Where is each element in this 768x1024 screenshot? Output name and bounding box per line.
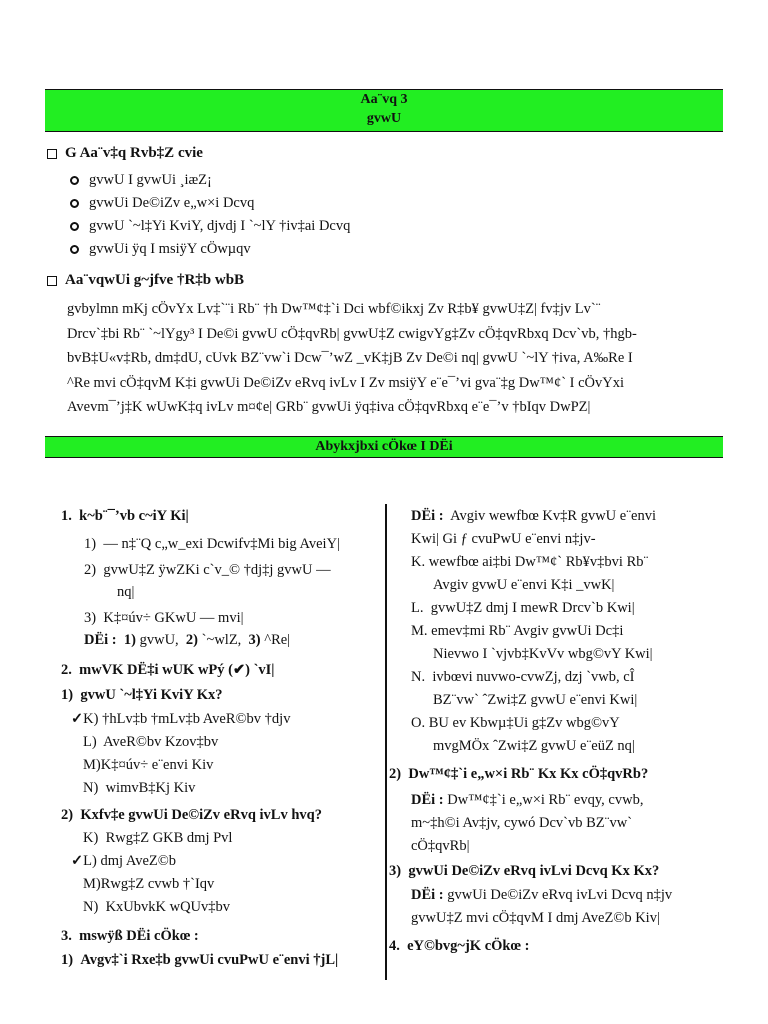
mcq-option: N) KxUbvkK wQUv‡bv	[83, 899, 231, 915]
mcq-option-correct: ✓K) †hLv‡b †mLv‡b AveR©bv †djv	[71, 711, 291, 727]
answer-short-2: DËi : Dw™¢‡`i e„w×i Rb¨ evqy, cvwb,	[411, 792, 644, 808]
answer-1: DËi : 1) gvwU, 2) `~wlZ, 3) ^Re|	[84, 632, 291, 648]
objective-item: gvwU I gvwUi ¸iæZ¡	[70, 172, 212, 189]
mcq-option: K) Rwg‡Z GKB dmj Pvl	[83, 830, 233, 846]
summary-line: bvB‡U«v‡Rb, dm‡dU, cUvk BZ¨vw`i Dcw¯’wZ _vK‡jB Zv De©i nq| gvwU `~lY †iva, A‰Re I	[67, 350, 633, 366]
short-question-1: 1) Avgv‡`i Rxe‡b gvwUi cvuPwU e¨envi †jL|	[61, 952, 339, 968]
mcq-1: 1) gvwU `~l‡Yi KviY Kx?	[61, 687, 223, 703]
section-heading-summary: Aa¨vqwUi g~jfve †R‡b wbB	[47, 272, 244, 289]
use-item-cont: Nievwo I `vjvb‡KvVv wbg©vY Kwi|	[433, 646, 653, 662]
question-3: 3. mswÿß DËi cÖkœ :	[61, 928, 199, 944]
use-item-cont: mvgMÖx ˆZwi‡Z gvwU e¨eüZ nq|	[433, 738, 635, 754]
mcq-option: M)Rwg‡Z cvwb †`Iqv	[83, 876, 215, 892]
checkbox-bullet-icon	[47, 276, 57, 286]
answer-line: Kwi| Gi ƒ cvuPwU e¨envi n‡jv-	[411, 531, 596, 547]
use-item: K. wewfbœ ai‡bi Dw™¢` Rb¥v‡bvi Rb¨	[411, 554, 649, 570]
use-item-cont: BZ¨vw` ˆZwi‡Z gvwU e¨envi Kwi|	[433, 692, 638, 708]
fill-item: 2) gvwU‡Z ÿwZKi c`v_© †dj‡j gvwU —	[84, 562, 331, 578]
circle-bullet-icon	[70, 222, 79, 231]
use-item-cont: Avgiv gvwU e¨envi K‡i _vwK|	[433, 577, 615, 593]
use-item: O. BU ev Kbwµ‡Ui g‡Zv wbg©vY	[411, 715, 620, 731]
answer-line: m~‡h©i Av‡jv, cywó Dcv`vb BZ¨vw`	[411, 815, 633, 831]
objective-item: gvwUi ÿq I msiÿY cÖwµqv	[70, 241, 251, 258]
column-divider	[385, 504, 387, 980]
chapter-header	[45, 89, 723, 132]
summary-line: Avevm¯’j‡K wUwK‡q ivLv m¤¢e| GRb¨ gvwUi ÿq‡iva cÖ‡qvRbxq e¨e¯’v †bIqv DwPZ|	[67, 399, 591, 415]
circle-bullet-icon	[70, 245, 79, 254]
checkbox-bullet-icon	[47, 149, 57, 159]
fill-item-cont: nq|	[117, 584, 135, 600]
circle-bullet-icon	[70, 199, 79, 208]
objective-item: gvwUi De©iZv e„w×i Dcvq	[70, 195, 254, 212]
summary-line: Drcv`‡bi Rb¨ `~lYgy³ I De©i gvwU cÖ‡qvRb| gvwU‡Z cwigvYg‡Zv cÖ‡qvRbxq Dcv`vb, †hgb-	[67, 325, 637, 342]
exercise-title: Abykxjbxi cÖkœ I DËi	[315, 439, 453, 454]
short-question-3: 3) gvwUi De©iZv eRvq ivLvi Dcvq Kx Kx?	[389, 863, 660, 879]
mcq-2: 2) Kxfv‡e gvwUi De©iZv eRvq ivLv hvq?	[61, 807, 322, 823]
mcq-option: N) wimvB‡Kj Kiv	[83, 780, 196, 796]
fill-item: 1) — n‡¨Q c„w_exi Dcwifv‡Mi big AveiY|	[84, 536, 340, 552]
mcq-option: L) AveR©bv Kzov‡bv	[83, 734, 219, 750]
mcq-option-correct: ✓L) dmj AveZ©b	[71, 853, 177, 869]
fill-item: 3) K‡¤úv÷ GKwU — mvi|	[84, 610, 244, 626]
short-question-2: 2) Dw™¢‡`i e„w×i Rb¨ Kx Kx cÖ‡qvRb?	[389, 766, 649, 782]
mcq-option: M)K‡¤úv÷ e¨envi Kiv	[83, 757, 214, 773]
checkmark-icon: ✓	[71, 853, 84, 869]
objective-item: gvwU `~l‡Yi KviY, djvdj I `~lY †iv‡ai Dcvq	[70, 218, 350, 235]
use-item: M. emev‡mi Rb¨ Avgiv gvwUi Dc‡i	[411, 623, 624, 639]
summary-line: gvbylmn mKj cÖvYx Lv‡`¨i Rb¨ †h Dw™¢‡`i Dci wbf©ikxj Zv R‡b¥ gvwU‡Z| fv‡jv Lv`¨	[67, 301, 601, 317]
circle-bullet-icon	[70, 176, 79, 185]
answer-short-3: DËi : gvwUi De©iZv eRvq ivLvi Dcvq n‡jv	[411, 887, 673, 903]
answer-line: cÖ‡qvRb|	[411, 838, 470, 854]
question-2: 2. mwVK DË‡i wUK wPý (✔) `vI|	[61, 662, 275, 678]
question-1: 1. k~b¨¯’vb c~iY Ki|	[61, 508, 189, 524]
checkmark-icon: ✓	[71, 711, 84, 727]
answer-line: gvwU‡Z mvi cÖ‡qvM I dmj AveZ©b Kiv|	[411, 910, 660, 926]
summary-paragraph	[67, 297, 723, 420]
section-heading-objectives: G Aa¨v‡q Rvb‡Z cvie	[47, 145, 203, 162]
use-item: N. ivbœvi nuvwo-cvwZj, dzj `vwb, cÎ	[411, 669, 635, 685]
use-item: L. gvwU‡Z dmj I mewR Drcv`b Kwi|	[411, 600, 635, 616]
exercise-header	[45, 436, 723, 458]
summary-line: ^Re mvi cÖ‡qvM K‡i gvwUi De©iZv eRvq ivLv I Zv msiÿY e¨e¯’vi gva¨‡g Dw™¢` I cÖvYxi	[67, 374, 625, 391]
chapter-subtitle: gvwU	[366, 111, 402, 126]
answer-short-1: DËi : Avgiv wewfbœ Kv‡R gvwU e¨envi	[411, 508, 656, 524]
question-4: 4. eY©bvg~jK cÖkœ :	[389, 938, 530, 954]
chapter-title: Aa¨vq 3	[360, 92, 408, 107]
